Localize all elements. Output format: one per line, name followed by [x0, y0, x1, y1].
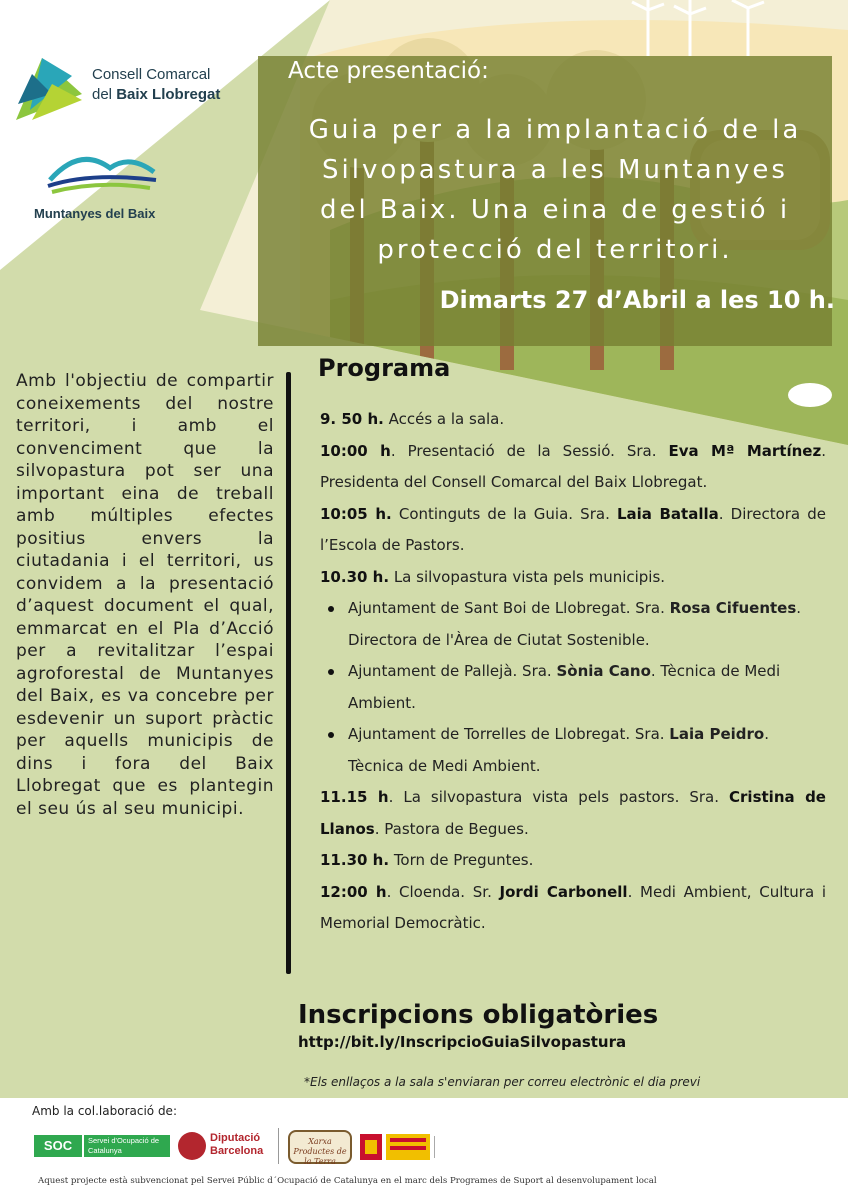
program-title: Programa [318, 354, 451, 382]
consell-mountain-icon [12, 54, 84, 124]
item-text: Ajuntament de Sant Boi de Llobregat. Sra. [348, 599, 670, 617]
muntanyes-del-baix-logo [30, 150, 190, 230]
speaker-name: Rosa Cifuentes [669, 599, 797, 617]
item-text: Ajuntament de Pallejà. Sra. [348, 662, 557, 680]
consell-name-bold: Baix Llobregat [116, 86, 221, 103]
item-time: 11.15 h [320, 788, 389, 806]
registration-title: Inscripcions obligatòries [298, 1000, 659, 1030]
item-text: . Tècnica de Medi Ambient. [348, 725, 769, 775]
speaker-name: Cristina de Llanos [320, 788, 826, 838]
soc-logo: SOC [34, 1135, 82, 1157]
diputacio-logo [210, 1132, 263, 1158]
item-text: Ajuntament de Torrelles de Llobregat. Sra. [348, 725, 670, 743]
program-sub-item [320, 719, 826, 782]
event-title [270, 110, 840, 270]
diputacio-line1: Diputació [210, 1132, 261, 1144]
event-date: Dimarts 27 d’Abril a les 10 h. [439, 286, 835, 314]
sponsor-logos [32, 1128, 472, 1168]
title-line: protecció del territori. [377, 235, 733, 265]
program-item [320, 562, 826, 594]
item-time: 12:00 h [320, 882, 387, 901]
funding-footnote: Aquest projecte està subvencionat pel Servei Públic d´Ocupació de Catalunya en el marc dels Programes de Suport al desenvolupament local [38, 1176, 657, 1186]
speaker-name: Sònia Cano [556, 662, 651, 680]
program-list [320, 404, 826, 940]
program-item [320, 782, 826, 845]
program-item [320, 404, 826, 436]
item-text: Torn de Preguntes. [389, 851, 534, 869]
speaker-name: Jordi Carbonell [499, 882, 628, 901]
vertical-divider [286, 372, 291, 974]
bullet-icon [328, 606, 334, 612]
logo-separator [278, 1128, 279, 1164]
diputacio-icon [178, 1132, 206, 1160]
event-type: Acte presentació: [288, 58, 489, 84]
program-item [320, 499, 826, 562]
item-text: . Medi Ambient, Cultura i Memorial Democràtic. [320, 882, 826, 932]
title-line: Silvopastura a les Muntanyes [322, 155, 788, 185]
item-text: . Cloenda. Sr. [386, 882, 500, 901]
item-text: . Pastora de Begues. [374, 819, 529, 838]
bullet-icon [328, 732, 334, 738]
diputacio-line2: Barcelona [210, 1145, 264, 1157]
program-item [320, 877, 826, 940]
collaboration-label: Amb la col.laboració de: [32, 1104, 177, 1118]
soc-logo-text: Servei d'Ocupació de Catalunya [84, 1135, 170, 1157]
speaker-name: Laia Peidro [669, 725, 765, 743]
program-sub-item [320, 593, 826, 656]
program-item [320, 845, 826, 877]
item-text: . La silvopastura vista pels pastors. Sra. [388, 788, 730, 806]
speaker-name: Laia Batalla [616, 504, 719, 523]
item-time: 11.30 h. [320, 851, 390, 869]
spain-flag-icon [386, 1134, 430, 1160]
item-text: . Presentació de la Sessió. Sra. [390, 441, 669, 460]
item-text: . Directora de l’Escola de Pastors. [320, 504, 826, 554]
item-text: . Presidenta del Consell Comarcal del Baix Llobregat. [320, 441, 826, 491]
item-text: Accés a la sala. [383, 410, 505, 428]
item-text: . Directora de l'Àrea de Ciutat Sostenible. [348, 599, 802, 649]
registration-note: *Els enllaços a la sala s'enviaran per correu electrònic el dia previ [304, 1075, 701, 1089]
spain-ministry-text [434, 1136, 458, 1158]
productes-terra-logo: Xarxa Productes de la Terra [288, 1130, 352, 1164]
item-time: 10:05 h. [320, 504, 392, 523]
consell-name-line2 [92, 86, 220, 103]
spain-shield-icon [360, 1134, 382, 1160]
item-time: 10:00 h [320, 441, 391, 460]
title-line: Guia per a la implantació de la [308, 115, 802, 145]
registration-link[interactable]: http://bit.ly/InscripcioGuiaSilvopastura [298, 1033, 627, 1051]
title-line: del Baix. Una eina de gestió i [319, 195, 791, 225]
muntanyes-waves-icon [30, 150, 160, 200]
bullet-icon [328, 669, 334, 675]
item-text: . Tècnica de Medi Ambient. [348, 662, 781, 712]
program-item [320, 436, 826, 499]
consell-comarcal-logo [12, 54, 252, 126]
program-sub-item [320, 656, 826, 719]
speaker-name: Eva Mª Martínez [668, 441, 822, 460]
consell-name-line1: Consell Comarcal [92, 66, 211, 83]
consell-name-prefix: del [92, 86, 117, 103]
intro-paragraph: Amb l'objectiu de compartir coneixements del nostre territori, i amb el convenciment que la silvopastura pot ser una important eina de treball amb múltiples efectes positius envers la ciutadania i el territori, us convidem a la presentació d’aquest document el qual, emmarcat en el Pla d’Acció per a revitalitzar l’espai agroforestal de Muntanyes del Baix, es va concebre per esdevenir un suport pràctic per aquells municipis de dins i fora del Baix Llobregat que es plantegin el seu ús al seu municipi. [16, 371, 274, 819]
item-time: 9. 50 h. [320, 410, 384, 428]
item-text: La silvopastura vista pels municipis. [389, 567, 666, 586]
spain-government-logo [360, 1134, 456, 1160]
item-time: 10.30 h. [320, 567, 390, 586]
item-text: Continguts de la Guia. Sra. [391, 504, 617, 523]
muntanyes-name: Muntanyes del Baix [34, 206, 156, 221]
